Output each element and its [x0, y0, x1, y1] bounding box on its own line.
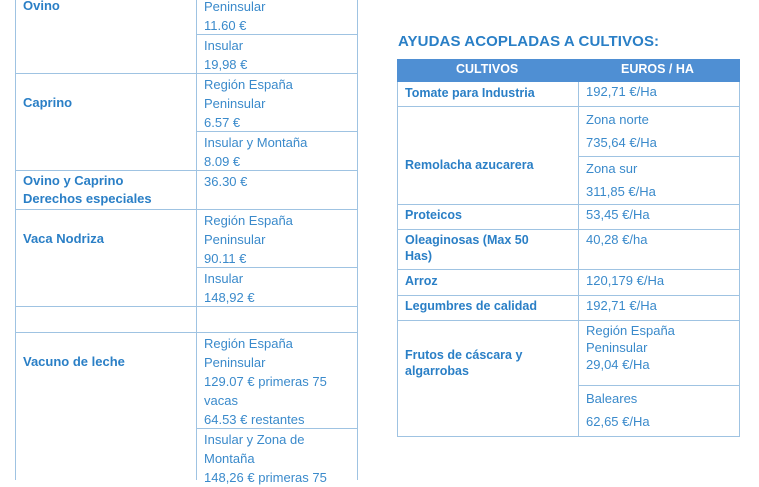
value-vacuno-peninsular: Región España Peninsular 129.07 € primeras 75 vacas 64.53 € restantes [204, 336, 327, 427]
value-ovino-peninsular: Peninsular 11.60 € [204, 0, 266, 33]
crop-label-legumbres: Legumbres de calidad [405, 299, 537, 313]
row-label-vacuno-leche: Vacuno de leche [23, 354, 125, 369]
value-caprino-insular: Insular y Montaña 8.09 € [204, 135, 308, 169]
right-table-hline [397, 229, 740, 230]
crop-value-frutos-baleares: Baleares 62,65 €/Ha [586, 391, 650, 429]
row-label-vaca-nodriza: Vaca Nodriza [23, 231, 104, 246]
left-table-hline [15, 209, 358, 210]
right-table-hline [397, 436, 740, 437]
header-cultivos: CULTIVOS [456, 62, 519, 76]
crop-label-frutos: Frutos de cáscara y algarrobas [405, 348, 523, 378]
right-table-hline [397, 320, 740, 321]
crop-label-tomate: Tomate para Industria [405, 86, 535, 100]
crop-value-remolacha-norte: Zona norte 735,64 €/Ha [586, 112, 657, 150]
value-ovino-insular: Insular 19,98 € [204, 38, 248, 72]
row-label-ovino: Ovino [23, 0, 60, 13]
value-vaca-insular: Insular 148,92 € [204, 271, 255, 305]
crop-label-oleaginosas: Oleaginosas (Max 50 Has) [405, 233, 529, 263]
value-ovino-caprino: 36.30 € [204, 174, 248, 189]
left-table-hline [15, 332, 358, 333]
crop-value-oleaginosas: 40,28 €/ha [586, 232, 648, 247]
right-table-border-right [739, 82, 740, 437]
left-table-border-right [357, 0, 358, 480]
value-vaca-peninsular: Región España Peninsular 90.11 € [204, 213, 293, 266]
row-label-caprino: Caprino [23, 95, 73, 110]
right-table-hline [397, 295, 740, 296]
crop-value-tomate: 192,71 €/Ha [586, 84, 657, 99]
crop-value-proteicos: 53,45 €/Ha [586, 207, 650, 222]
right-table-hline [397, 204, 740, 205]
value-vacuno-insular: Insular y Zona de Montaña 148,26 € primeras 75 [204, 432, 327, 485]
crop-label-proteicos: Proteicos [405, 208, 462, 222]
right-table-hline [397, 106, 740, 107]
right-table-hline [397, 269, 740, 270]
crop-value-arroz: 120,179 €/Ha [586, 273, 665, 288]
right-table-header [397, 59, 740, 82]
crop-value-frutos-peninsular: Región España Peninsular 29,04 €/Ha [586, 323, 675, 372]
right-table-hline [578, 385, 740, 386]
left-table-border-mid [196, 0, 197, 480]
header-euros-ha: EUROS / HA [621, 62, 694, 76]
right-table-title: AYUDAS ACOPLADAS A CULTIVOS: [398, 33, 660, 50]
crop-label-arroz: Arroz [405, 274, 438, 288]
value-caprino-peninsular: Región España Peninsular 6.57 € [204, 77, 293, 130]
right-table-border-mid [578, 82, 579, 437]
left-table-border-left [15, 0, 16, 480]
right-table-border-left [397, 82, 398, 437]
row-label-ovino-caprino: Ovino y Caprino Derechos especiales [23, 173, 152, 206]
crop-label-remolacha: Remolacha azucarera [405, 158, 534, 172]
crop-value-remolacha-sur: Zona sur 311,85 €/Ha [586, 161, 656, 199]
crop-value-legumbres: 192,71 €/Ha [586, 298, 657, 313]
